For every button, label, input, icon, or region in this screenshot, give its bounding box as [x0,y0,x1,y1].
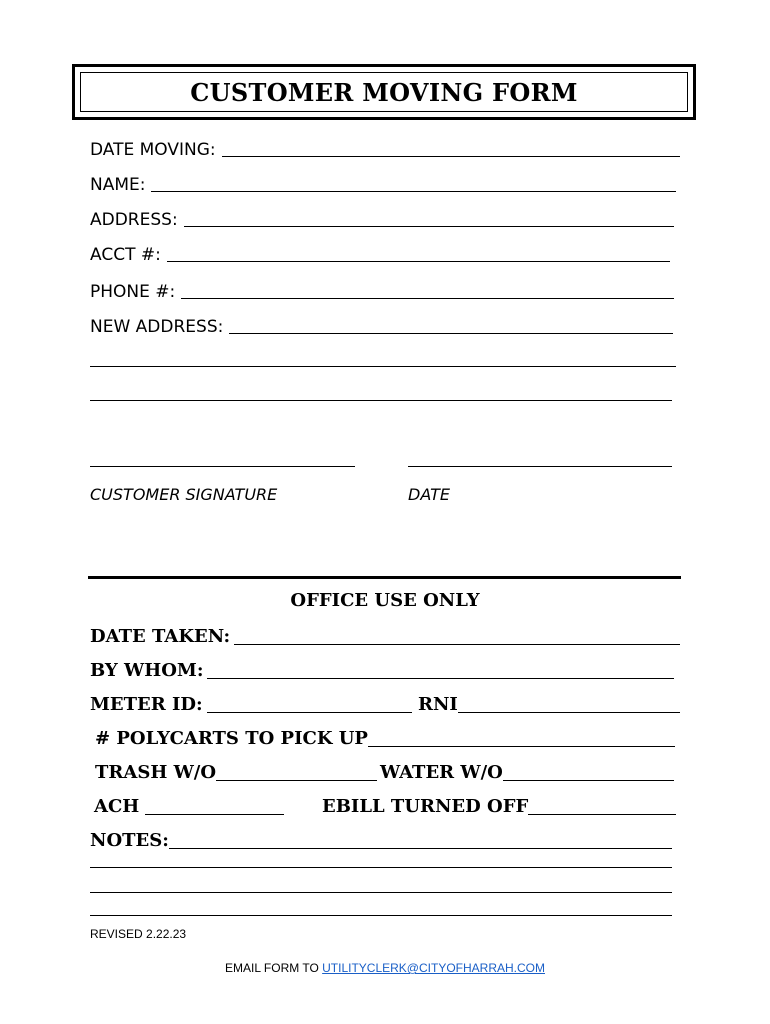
ebill-label: EBILL TURNED OFF [322,796,529,817]
title-box [72,64,696,120]
address-label: ADDRESS: [90,210,178,230]
revised-date: REVISED 2.22.23 [90,927,187,941]
new-address-label: NEW ADDRESS: [90,317,224,337]
date-moving-label: DATE MOVING: [90,140,216,160]
phone-label: PHONE #: [90,282,176,302]
trash-wo-line[interactable] [216,780,377,781]
trash-wo-field[interactable] [95,760,377,784]
ach-line[interactable] [145,814,284,815]
polycarts-label: # POLYCARTS TO PICK UP [95,728,368,749]
polycarts-line[interactable] [368,746,675,747]
ach-label: ACH [94,796,140,817]
phone-line[interactable] [181,298,674,299]
acct-line[interactable] [167,261,670,262]
by-whom-line[interactable] [207,678,674,679]
new-address-line[interactable] [229,333,673,334]
ebill-line[interactable] [528,814,676,815]
notes-line[interactable] [169,848,672,849]
rni-field[interactable] [418,692,680,716]
acct-label: ACCT #: [90,245,161,265]
date-taken-field[interactable] [90,624,680,648]
customer-signature-label: CUSTOMER SIGNATURE [90,485,278,504]
meter-id-label: METER ID: [90,694,203,715]
email-instruction [0,961,770,975]
acct-field[interactable] [90,241,670,265]
signature-date-label: DATE [408,485,450,504]
meter-id-line[interactable] [207,712,412,713]
water-wo-field[interactable] [380,760,674,784]
new-address-line-2[interactable] [90,366,676,367]
new-address-field[interactable] [90,313,673,337]
by-whom-label: BY WHOM: [90,660,204,681]
polycarts-field[interactable] [95,726,675,750]
date-taken-line[interactable] [234,644,680,645]
date-taken-label: DATE TAKEN: [90,626,231,647]
office-use-title: OFFICE USE ONLY [290,590,480,611]
date-moving-line[interactable] [222,156,680,157]
by-whom-field[interactable] [90,658,674,682]
meter-id-field[interactable] [90,692,412,716]
title-box-inner [80,72,688,112]
phone-field[interactable] [90,278,674,302]
address-line[interactable] [184,226,674,227]
date-moving-field[interactable] [90,136,680,160]
name-field[interactable] [90,171,676,195]
email-link[interactable]: UTILITYCLERK@CITYOFHARRAH.COM [322,961,545,975]
notes-label: NOTES: [90,830,169,851]
name-line[interactable] [151,191,676,192]
rni-label: RNI [418,694,458,715]
trash-wo-label: TRASH W/O [95,762,217,783]
water-wo-label: WATER W/O [380,762,503,783]
name-label: NAME: [90,175,146,195]
section-divider [88,576,681,579]
notes-line-3[interactable] [90,892,672,893]
notes-line-4[interactable] [90,915,672,916]
address-field[interactable] [90,206,674,230]
ach-field[interactable] [94,794,284,818]
email-prefix: EMAIL FORM TO [225,961,323,975]
rni-line[interactable] [458,712,680,713]
ebill-field[interactable] [322,794,676,818]
notes-line-2[interactable] [90,867,672,868]
customer-signature-line[interactable] [90,466,355,467]
new-address-line-3[interactable] [90,400,672,401]
water-wo-line[interactable] [503,780,674,781]
signature-date-line[interactable] [408,466,672,467]
form-title: CUSTOMER MOVING FORM [190,77,578,107]
notes-field[interactable] [90,828,672,852]
